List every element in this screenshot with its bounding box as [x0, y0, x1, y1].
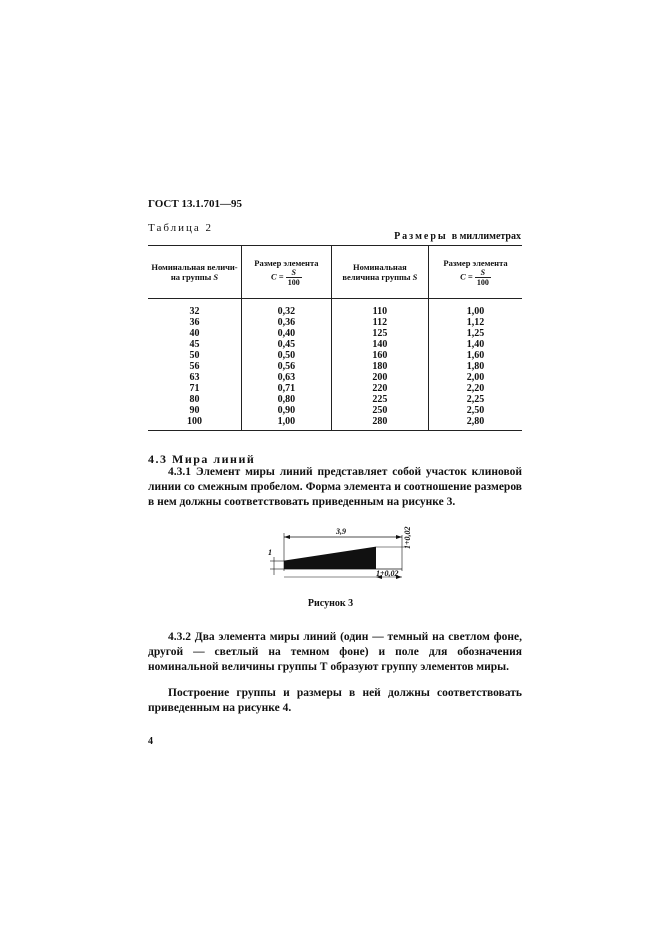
table-cell: 0,63	[242, 372, 332, 383]
table-cell: 0,80	[242, 394, 332, 405]
dim-tol-bottom-label: 1+0,02	[376, 569, 399, 578]
table-row	[148, 339, 522, 350]
table-cell: 250	[331, 405, 428, 416]
table-cell: 180	[331, 361, 428, 372]
table-cell: 100	[148, 416, 242, 431]
paragraph-construction: Построение группы и размеры в ней должны соответствовать приведенным на рисунке 4.	[148, 687, 522, 714]
table-cell: 56	[189, 361, 200, 372]
formula-fraction: $\frac{S}{100}$	[476, 267, 489, 287]
table-row	[148, 416, 522, 431]
units-spaced: Размеры	[394, 231, 448, 242]
table-cell: 160	[331, 350, 428, 361]
dimensions-table	[148, 245, 522, 431]
table-cell: 200	[331, 372, 428, 383]
table-label: Таблица 2	[148, 222, 214, 234]
table-cell: 90	[189, 405, 200, 416]
table-row	[148, 383, 522, 394]
table-cell: 80	[189, 394, 200, 405]
table-cell: 1,00	[242, 416, 332, 431]
table-cell: 2,25	[428, 394, 522, 405]
table-row	[148, 317, 522, 328]
table-row	[148, 405, 522, 416]
table-cell: 63	[189, 372, 200, 383]
table-cell: 112	[331, 317, 428, 328]
table-cell: 280	[331, 416, 428, 431]
table-cell: 140	[331, 339, 428, 350]
table-cell: 0,50	[242, 350, 332, 361]
table-row	[148, 394, 522, 405]
header-element-size-2: Размер элемента C = $\frac{S}{100}$	[428, 246, 522, 299]
page-number: 4	[148, 736, 153, 747]
table-row	[148, 350, 522, 361]
table-cell: 220	[331, 383, 428, 394]
table-cell: 50	[189, 350, 200, 361]
table-cell: 1,12	[428, 317, 522, 328]
table-cell: 45	[189, 339, 200, 350]
table-cell: 1,00	[428, 306, 522, 317]
table-cell: 36	[189, 317, 200, 328]
table-cell: 0,56	[242, 361, 332, 372]
header-nominal-2: Номинальная величина группы S	[331, 246, 428, 299]
table-row	[148, 328, 522, 339]
dim-length-label: 3,9	[336, 527, 346, 536]
paragraph-4-3-2: 4.3.2 Два элемента миры линий (один — темный на светлом фоне, другой — светлый на темном фоне) и поле для обозначения номинальной величины группы Т образуют группу элементов миры.	[148, 631, 522, 673]
table-cell: 110	[331, 306, 428, 317]
table-cell: 71	[189, 383, 200, 394]
paragraph-4-3-1: 4.3.1 Элемент миры линий представляет собой участок клиновой линии со смежным пробелом. Форма элемента и соотношение размеров в нем должны соответствовать приведенным на рисунке 3.	[148, 466, 522, 508]
table-cell: 0,90	[242, 405, 332, 416]
table-cell: 40	[189, 328, 200, 339]
table-row	[148, 361, 522, 372]
table-cell: 2,20	[428, 383, 522, 394]
table-row	[148, 306, 522, 317]
table-cell: 225	[331, 394, 428, 405]
formula-fraction: $\frac{S}{100}$	[287, 267, 300, 287]
table-cell: 0,40	[242, 328, 332, 339]
table-row	[148, 372, 522, 383]
table-units	[394, 231, 521, 242]
table-cell: 2,50	[428, 405, 522, 416]
table-cell: 125	[331, 328, 428, 339]
section-title: 4.3 Мира линий	[148, 452, 256, 466]
document-id: ГОСТ 13.1.701—95	[148, 198, 242, 210]
table-cell: 2,80	[428, 416, 522, 431]
dim-height-label: 1	[268, 548, 272, 557]
units-rest: в миллиметрах	[451, 231, 521, 242]
table-cell: 1,80	[428, 361, 522, 372]
table-cell: 1,40	[428, 339, 522, 350]
header-element-size-1: Размер элемента C = $\frac{S}{100}$	[242, 246, 332, 299]
table-cell: 2,00	[428, 372, 522, 383]
header-nominal-1: Номинальная величи- на группы S	[148, 246, 242, 299]
table-header-row	[148, 246, 522, 299]
table-cell: 0,32	[242, 306, 332, 317]
table-cell: 32	[189, 306, 200, 317]
table-cell: 0,71	[242, 383, 332, 394]
figure-caption: Рисунок 3	[307, 598, 354, 609]
table-cell: 1,25	[428, 328, 522, 339]
table-cell: 0,36	[242, 317, 332, 328]
wedge-element	[284, 547, 376, 569]
table-cell: 1,60	[428, 350, 522, 361]
dim-tol-right-label: 1+0,02	[403, 526, 412, 549]
table-cell: 0,45	[242, 339, 332, 350]
figure-3-wedge-diagram	[264, 525, 414, 595]
